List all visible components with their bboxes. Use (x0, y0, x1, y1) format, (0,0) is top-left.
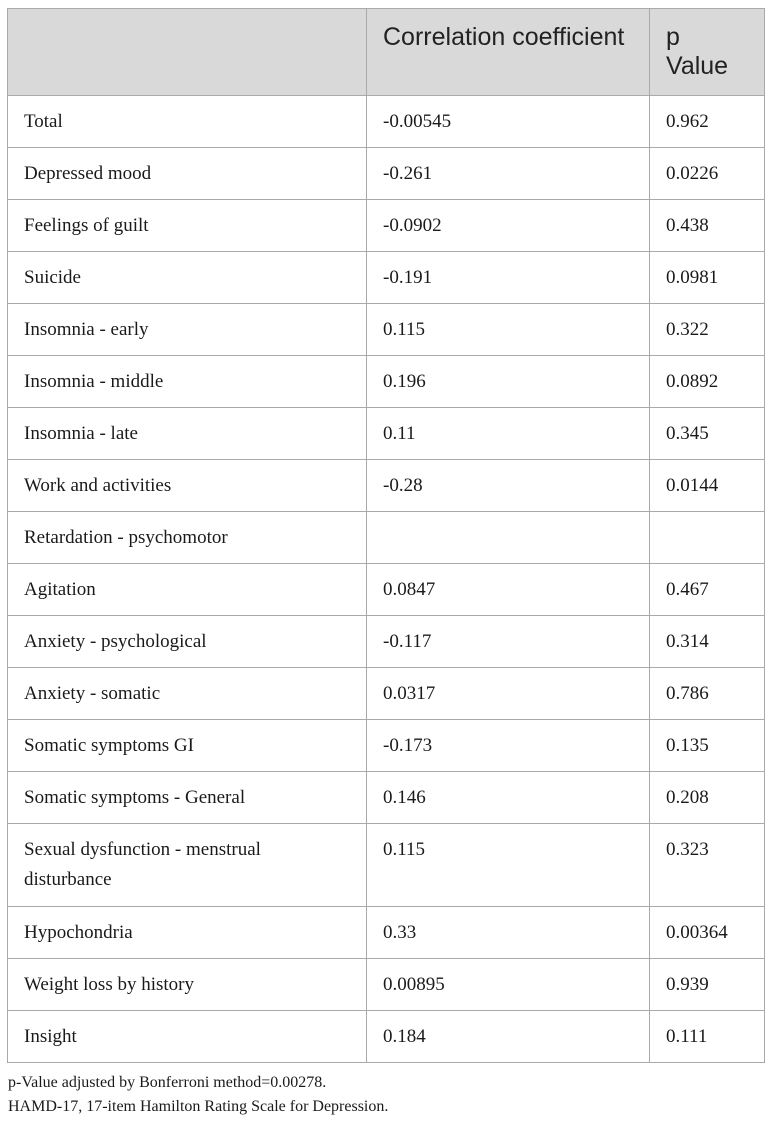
table-row (8, 200, 765, 252)
p-value: 0.0144 (650, 460, 765, 512)
p-value: 0.111 (650, 1011, 765, 1063)
correlation-value: -0.173 (367, 720, 650, 772)
row-label: Suicide (8, 252, 367, 304)
p-value: 0.314 (650, 616, 765, 668)
correlation-value: -0.00545 (367, 96, 650, 148)
footnote-bonferroni: p-Value adjusted by Bonferroni method=0.00278. (8, 1074, 327, 1091)
correlation-value: 0.11 (367, 408, 650, 460)
correlation-value: -0.261 (367, 148, 650, 200)
row-label: Depressed mood (8, 148, 367, 200)
p-value: 0.0981 (650, 252, 765, 304)
p-value: 0.323 (650, 824, 765, 907)
table-row (8, 460, 765, 512)
table-row (8, 96, 765, 148)
correlation-value: -0.117 (367, 616, 650, 668)
table-row (8, 907, 765, 959)
table-row (8, 720, 765, 772)
correlation-value: -0.191 (367, 252, 650, 304)
correlation-value: 0.0847 (367, 564, 650, 616)
row-label: Somatic symptoms GI (8, 720, 367, 772)
row-label: Sexual dysfunction - menstrual disturbance (8, 824, 367, 907)
table-row (8, 824, 765, 907)
correlation-value: 0.00895 (367, 959, 650, 1011)
table-row (8, 1011, 765, 1063)
row-label: Agitation (8, 564, 367, 616)
p-value: 0.208 (650, 772, 765, 824)
correlation-value (367, 512, 650, 564)
table-row (8, 252, 765, 304)
row-label: Total (8, 96, 367, 148)
table-row (8, 356, 765, 408)
p-value: 0.322 (650, 304, 765, 356)
table-row (8, 668, 765, 720)
correlation-value: 0.146 (367, 772, 650, 824)
correlation-value: 0.115 (367, 304, 650, 356)
p-value: 0.467 (650, 564, 765, 616)
p-value: 0.786 (650, 668, 765, 720)
correlation-value: -0.0902 (367, 200, 650, 252)
correlation-value: 0.33 (367, 907, 650, 959)
p-value: 0.962 (650, 96, 765, 148)
p-value: 0.345 (650, 408, 765, 460)
correlation-value: -0.28 (367, 460, 650, 512)
table-row (8, 616, 765, 668)
header-p-value: p Value (650, 9, 765, 96)
table-row (8, 408, 765, 460)
row-label: Insomnia - late (8, 408, 367, 460)
p-value: 0.0892 (650, 356, 765, 408)
header-correlation-coefficient: Correlation coefficient (367, 9, 650, 96)
row-label: Insight (8, 1011, 367, 1063)
correlation-value: 0.0317 (367, 668, 650, 720)
correlation-value: 0.184 (367, 1011, 650, 1063)
row-label: Insomnia - middle (8, 356, 367, 408)
p-value: 0.438 (650, 200, 765, 252)
row-label: Insomnia - early (8, 304, 367, 356)
table-row (8, 564, 765, 616)
correlation-value: 0.115 (367, 824, 650, 907)
correlation-table (7, 8, 765, 1063)
table-row (8, 512, 765, 564)
row-label: Feelings of guilt (8, 200, 367, 252)
p-value: 0.00364 (650, 907, 765, 959)
table-row (8, 148, 765, 200)
table-footnotes (8, 1071, 388, 1119)
table-row (8, 959, 765, 1011)
p-value: 0.0226 (650, 148, 765, 200)
row-label: Anxiety - psychological (8, 616, 367, 668)
footnote-hamd-abbreviation: HAMD-17, 17-item Hamilton Rating Scale for Depression. (8, 1098, 389, 1115)
row-label: Work and activities (8, 460, 367, 512)
table-row (8, 772, 765, 824)
row-label: Retardation - psychomotor (8, 512, 367, 564)
row-label: Weight loss by history (8, 959, 367, 1011)
p-value: 0.939 (650, 959, 765, 1011)
p-value (650, 512, 765, 564)
row-label: Somatic symptoms - General (8, 772, 367, 824)
p-value: 0.135 (650, 720, 765, 772)
header-row (8, 9, 765, 96)
row-label: Hypochondria (8, 907, 367, 959)
table-row (8, 304, 765, 356)
header-item (8, 9, 367, 96)
correlation-value: 0.196 (367, 356, 650, 408)
row-label: Anxiety - somatic (8, 668, 367, 720)
